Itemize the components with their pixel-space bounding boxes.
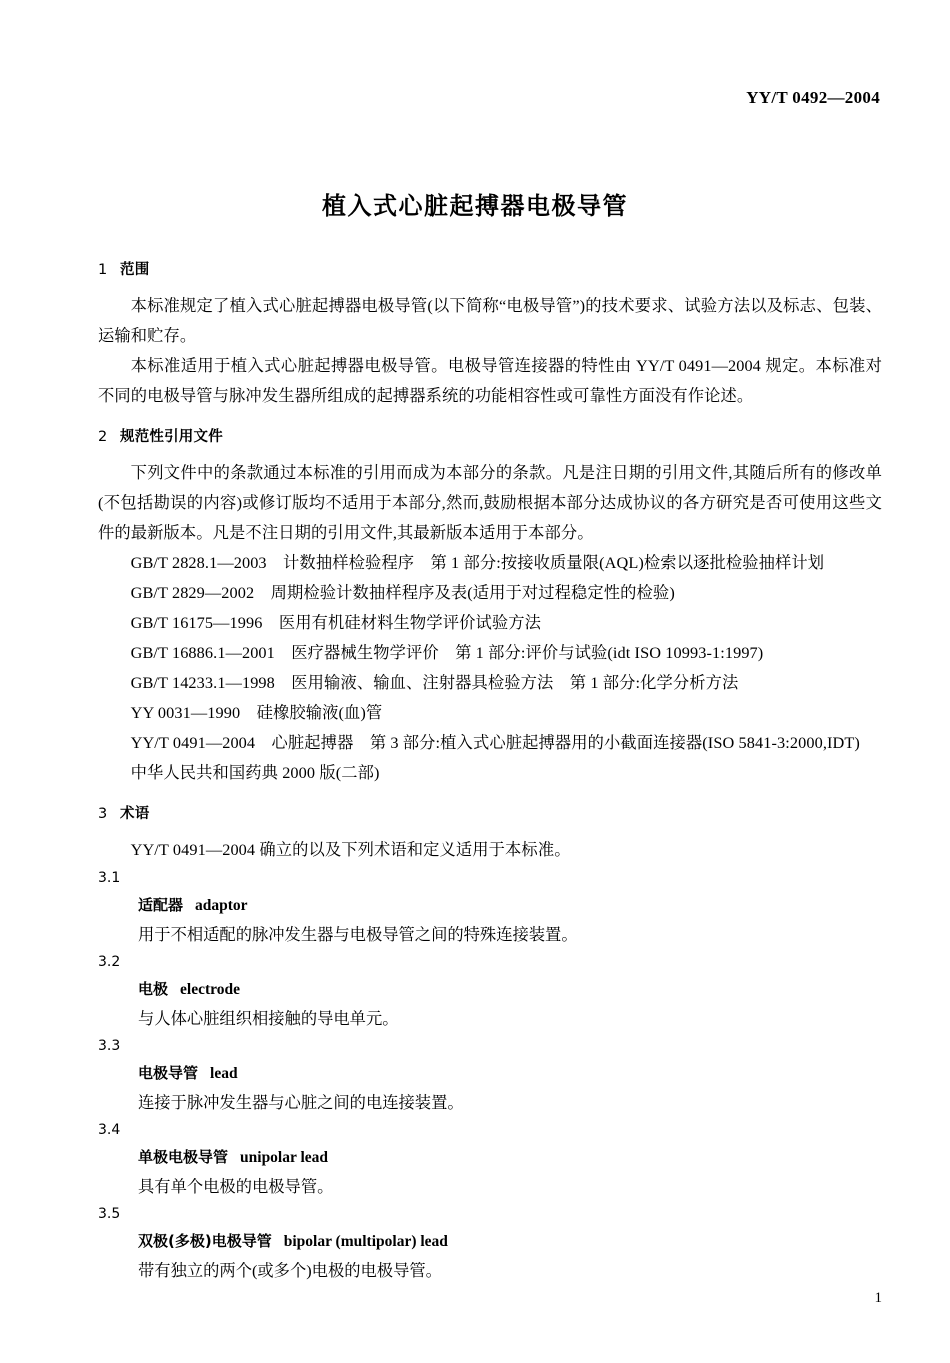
reference-item: GB/T 14233.1—1998 医用输液、输血、注射器具检验方法 第 1 部分:化学分析方法 [130, 673, 739, 692]
term-name-cn: 电极导管 [138, 1064, 199, 1082]
term-name-en: adaptor [195, 897, 248, 914]
term-number: 3.2 [98, 954, 121, 970]
term-number: 3.4 [98, 1122, 121, 1138]
term-name-en: electrode [180, 981, 240, 998]
term-definition: 具有单个电极的电极导管。 [138, 1177, 334, 1196]
page-number: 1 [874, 1290, 882, 1306]
term-number: 3.5 [98, 1206, 121, 1222]
reference-item: GB/T 16175—1996 医用有机硅材料生物学评价试验方法 [130, 613, 541, 632]
term-name-cn: 电极 [138, 980, 169, 998]
clause-number-2: 2 [98, 429, 108, 445]
clause-title-1: 范围 [120, 262, 150, 278]
reference-item: YY 0031—1990 硅橡胶输液(血)管 [130, 703, 383, 722]
term-number: 3.3 [98, 1038, 121, 1054]
term-name-cn: 适配器 [138, 896, 184, 914]
document-body [98, 258, 882, 1285]
clause-heading-scope [98, 258, 882, 279]
reference-item: YY/T 0491—2004 心脏起搏器 第 3 部分:植入式心脏起搏器用的小截面连接器(ISO 5841-3:2000,IDT) [130, 733, 860, 752]
term-name [98, 891, 882, 920]
scope-paragraph-1: 本标准规定了植入式心脏起搏器电极导管(以下简称“电极导管”)的技术要求、试验方法以及标志、包装、运输和贮存。 [98, 296, 882, 345]
term-name-en: unipolar lead [240, 1149, 329, 1166]
reference-item: 中华人民共和国药典 2000 版(二部) [130, 763, 380, 782]
spacer [98, 283, 882, 291]
term-name-cn: 双极(多极)电极导管 [138, 1232, 272, 1250]
term-name-cn: 单极电极导管 [138, 1148, 229, 1166]
spacer [98, 827, 882, 835]
term-name [98, 1143, 882, 1172]
running-header-standard-code: YY/T 0492—2004 [746, 88, 880, 107]
spacer [98, 788, 882, 802]
page-title: 植入式心脏起搏器电极导管 [322, 192, 628, 221]
term-name [98, 975, 882, 1004]
clause-heading-normative-references [98, 425, 882, 446]
term-definition: 与人体心脏组织相接触的导电单元。 [138, 1009, 399, 1028]
clause-title-2: 规范性引用文件 [120, 429, 223, 445]
reference-item: GB/T 2829—2002 周期检验计数抽样程序及表(适用于对过程稳定性的检验) [130, 583, 675, 602]
clause-number-3: 3 [98, 806, 108, 822]
term-name-en: lead [210, 1065, 238, 1082]
term-number: 3.1 [98, 870, 121, 886]
reference-item: GB/T 2828.1—2003 计数抽样检验程序 第 1 部分:按接收质量限(AQL)检索以逐批检验抽样计划 [130, 553, 825, 572]
clause-number-1: 1 [98, 262, 108, 278]
spacer [98, 450, 882, 458]
term-definition: 用于不相适配的脉冲发生器与电极导管之间的特殊连接装置。 [138, 925, 578, 944]
spacer [98, 411, 882, 425]
term-definition: 带有独立的两个(或多个)电极的电极导管。 [138, 1261, 442, 1280]
clause-heading-terms [98, 802, 882, 823]
terms-intro-paragraph: YY/T 0491—2004 确立的以及下列术语和定义适用于本标准。 [130, 840, 571, 859]
clause-title-3: 术语 [120, 806, 150, 822]
normative-references-paragraph: 下列文件中的条款通过本标准的引用而成为本部分的条款。凡是注日期的引用文件,其随后所有的修改单(不包括勘误的内容)或修订版均不适用于本部分,然而,鼓励根据本部分达成协议的各方研究是否可使用这些文件的最新版本。凡是不注日期的引用文件,其最新版本适用于本部分。 [98, 463, 882, 542]
term-name-en: bipolar (multipolar) lead [283, 1233, 448, 1250]
scope-paragraph-2: 本标准适用于植入式心脏起搏器电极导管。电极导管连接器的特性由 YY/T 0491—2004 规定。本标准对不同的电极导管与脉冲发生器所组成的起搏器系统的功能相容性或可靠性方面没有作论述。 [98, 356, 882, 405]
term-name [98, 1059, 882, 1088]
reference-item: GB/T 16886.1—2001 医疗器械生物学评价 第 1 部分:评价与试验(idt ISO 10993-1:1997) [130, 643, 764, 662]
term-name [98, 1227, 882, 1256]
term-definition: 连接于脉冲发生器与心脏之间的电连接装置。 [138, 1093, 464, 1112]
